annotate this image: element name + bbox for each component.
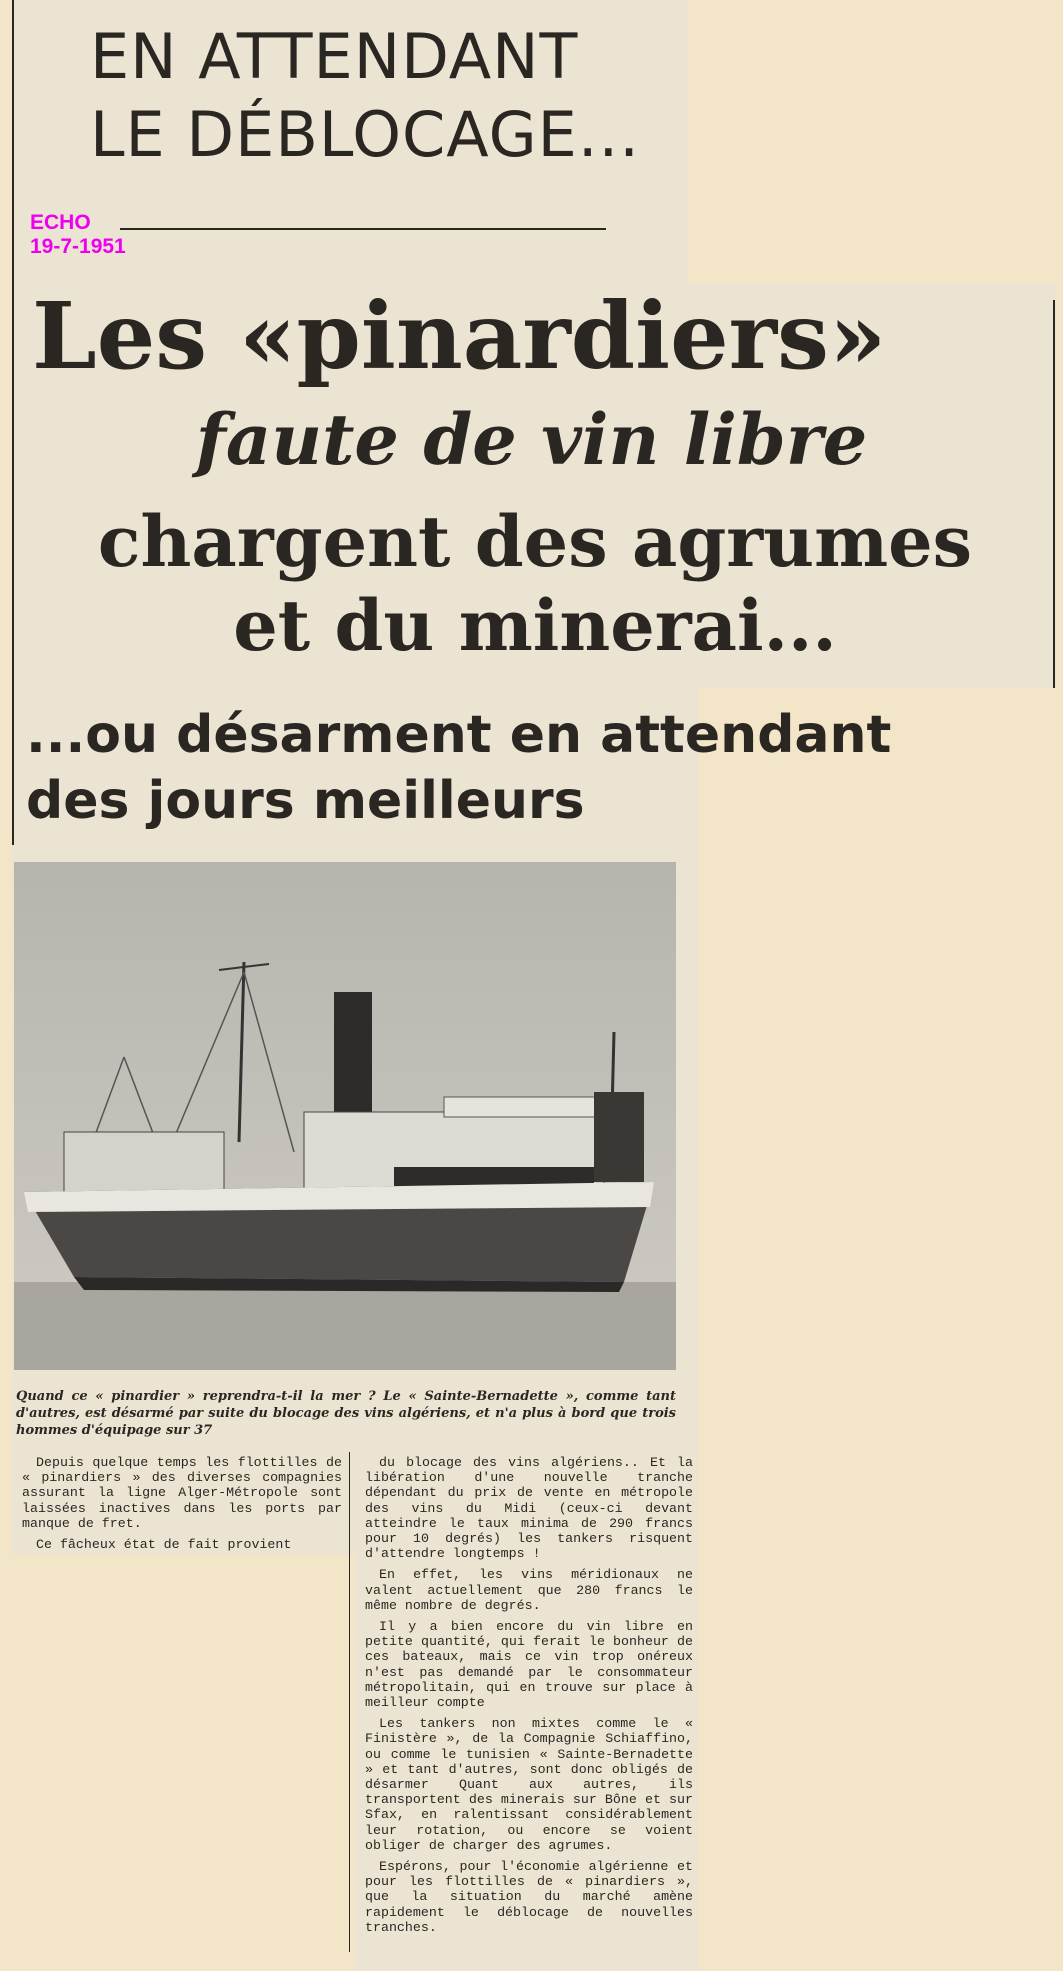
bridge-deck bbox=[444, 1097, 604, 1117]
source-name: ECHO bbox=[30, 211, 91, 234]
quay bbox=[14, 1282, 676, 1370]
kicker bbox=[90, 18, 670, 174]
headline-sub-3a: ...ou désarment en attendant bbox=[26, 705, 892, 765]
headline-main: Les «pinardiers» bbox=[32, 282, 887, 390]
headline-sub-3 bbox=[26, 702, 892, 834]
headline-sub-1: faute de vin libre bbox=[195, 398, 868, 481]
headline-sub-2a: chargent des agrumes bbox=[97, 500, 973, 583]
right-rule bbox=[1053, 300, 1055, 688]
aft-house bbox=[594, 1092, 644, 1182]
source-stamp bbox=[30, 211, 126, 259]
headline-sub-2b: et du minerai... bbox=[233, 584, 837, 667]
kicker-line-1: EN ATTENDANT bbox=[90, 20, 579, 93]
article-paragraph: Depuis quelque temps les flottilles de « pinardiers » des diverses compagnies assurant la ligne Alger-Métropole sont laissées inactives dans les ports par manque de fret. bbox=[22, 1455, 342, 1531]
article-paragraph: Il y a bien encore du vin libre en petite quantité, qui ferait le bonheur de ces bateaux, mais ce vin trop onéreux n'est pas demandé par le consommateur métropolitain, qui en trouve sur place à meilleur compte bbox=[365, 1619, 693, 1711]
headline-sub-3b: des jours meilleurs bbox=[26, 771, 585, 831]
kicker-line-2: LE DÉBLOCAGE... bbox=[90, 98, 640, 171]
column-rule bbox=[349, 1452, 350, 1952]
ship-photo bbox=[14, 862, 676, 1370]
headline-sub-2 bbox=[30, 500, 1040, 668]
article-paragraph: Ce fâcheux état de fait provient bbox=[36, 1537, 292, 1553]
article-column-2 bbox=[365, 1455, 693, 1941]
photo-caption: Quand ce « pinardier » reprendra-t-il la mer ? Le « Sainte-Bernadette », comme tant d'autres, est désarmé par suite du blocage des vins algériens, et n'a plus à bord que trois hommes d'équipage sur 37 bbox=[16, 1389, 676, 1438]
article-paragraph: En effet, les vins méridionaux ne valent actuellement que 280 francs le même nombre de degrés. bbox=[365, 1567, 693, 1613]
article-paragraph: Espérons, pour l'économie algérienne et pour les flottilles de « pinardiers », que la situation du marché amène rapidement le déblocage de nouvelles tranches. bbox=[365, 1859, 693, 1935]
source-date: 19-7-1951 bbox=[30, 235, 126, 258]
kicker-rule bbox=[120, 228, 606, 230]
article-paragraph: du blocage des vins algériens.. Et la libération d'une nouvelle tranche dépendant du prix de vente en métropole des vins du Midi (ceux-ci devant atteindre le taux minima de 290 francs pour 10 degrés) les tankers risquent d'attendre longtemps ! bbox=[365, 1455, 693, 1562]
article-column-1 bbox=[22, 1455, 342, 1558]
article-paragraph: Les tankers non mixtes comme le « Finistère », de la Compagnie Schiaffino, ou comme le tunisien « Sainte-Bernadette » et tant d'autres, sont donc obligés de désarmer Quant aux autres, ils transportent des minerais sur Bône et sur Sfax, en ralentissant considérablement leur rotation, ou encore se voient obliger de charger des agrumes. bbox=[365, 1716, 693, 1853]
ship-illustration bbox=[14, 862, 676, 1370]
